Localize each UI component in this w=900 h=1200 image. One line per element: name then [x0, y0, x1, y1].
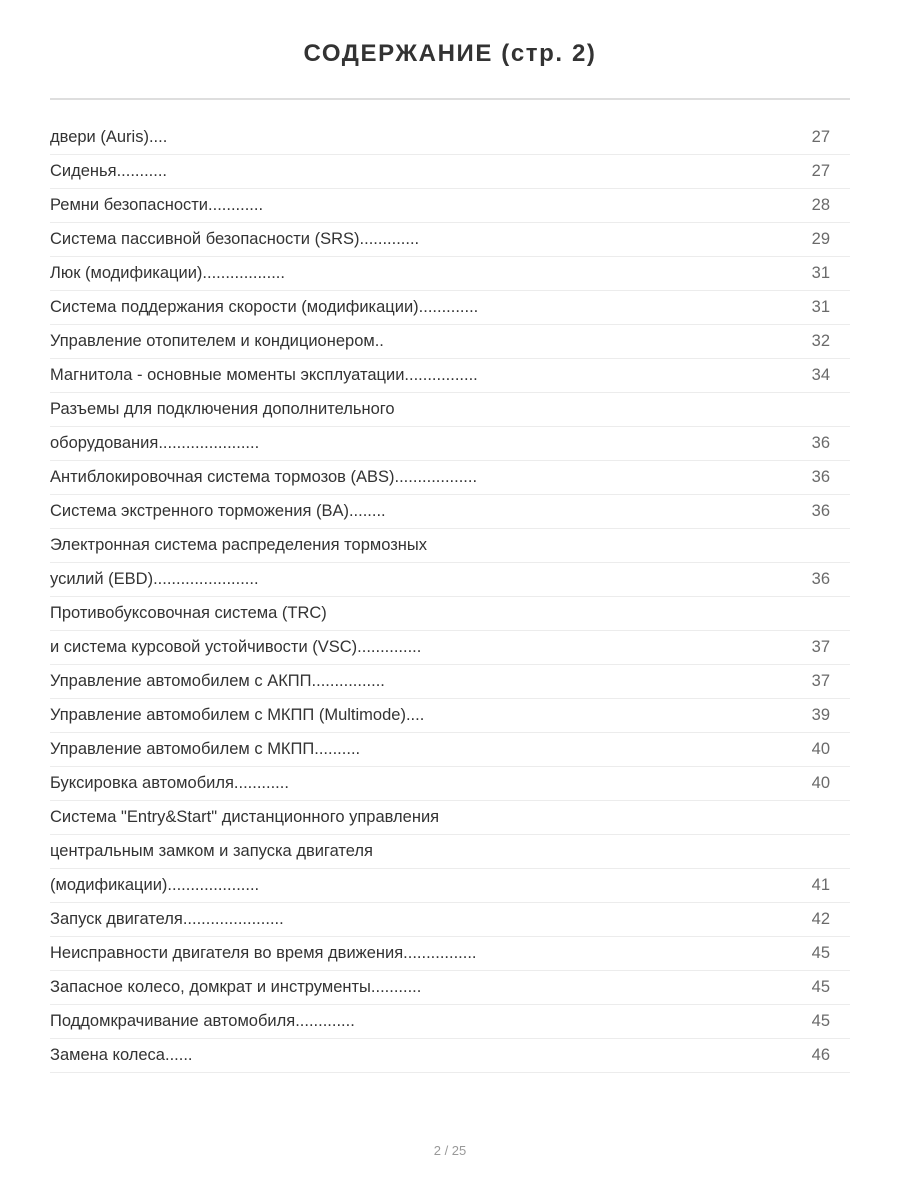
toc-entry-title: Неисправности двигателя во время движения................: [50, 944, 477, 962]
toc-entry[interactable]: [50, 495, 850, 529]
toc-entry-title: Магнитола - основные моменты эксплуатации................: [50, 366, 478, 384]
toc-entry[interactable]: [50, 869, 850, 903]
toc-entry-page-number: 32: [811, 332, 830, 350]
toc-entry-title: Система "Entry&Start" дистанционного управления: [50, 808, 440, 826]
toc-entry[interactable]: [50, 835, 850, 869]
toc-entry-page-number: 45: [811, 1012, 830, 1030]
toc-entry[interactable]: [50, 699, 850, 733]
toc-entry-page-number: 31: [811, 298, 830, 316]
toc-entry-title: Антиблокировочная система тормозов (ABS)..................: [50, 468, 478, 486]
toc-entry-title: Запуск двигателя......................: [50, 910, 284, 928]
toc-entry-page-number: 41: [811, 876, 830, 894]
toc-entry-title: оборудования......................: [50, 434, 260, 452]
toc-entry-title: Система пассивной безопасности (SRS).............: [50, 230, 420, 248]
toc-entry-page-number: 36: [811, 468, 830, 486]
toc-entry-page-number: 36: [811, 434, 830, 452]
toc-entry-title: и система курсовой устойчивости (VSC)..............: [50, 638, 422, 656]
toc-entry[interactable]: [50, 427, 850, 461]
toc-entry[interactable]: [50, 359, 850, 393]
table-of-contents: [50, 121, 850, 1073]
toc-entry[interactable]: [50, 529, 850, 563]
toc-entry-title: Замена колеса......: [50, 1046, 193, 1064]
toc-entry[interactable]: [50, 597, 850, 631]
toc-entry-page-number: 45: [811, 944, 830, 962]
toc-entry-page-number: 34: [811, 366, 830, 384]
toc-entry[interactable]: [50, 461, 850, 495]
toc-entry-title: Управление автомобилем с АКПП................: [50, 672, 385, 690]
toc-entry-title: Управление автомобилем с МКПП..........: [50, 740, 361, 758]
toc-entry-page-number: 27: [811, 128, 830, 146]
toc-entry[interactable]: [50, 1005, 850, 1039]
toc-entry-title: Управление отопителем и кондиционером..: [50, 332, 384, 350]
toc-entry[interactable]: [50, 155, 850, 189]
toc-entry-title: Система экстренного торможения (BA)........: [50, 502, 386, 520]
toc-entry-title: Система поддержания скорости (модификации).............: [50, 298, 479, 316]
toc-entry-page-number: 36: [811, 502, 830, 520]
toc-entry[interactable]: [50, 563, 850, 597]
toc-entry[interactable]: [50, 223, 850, 257]
toc-entry-title: Управление автомобилем с МКПП (Multimode)....: [50, 706, 425, 724]
toc-entry-page-number: 42: [811, 910, 830, 928]
toc-entry[interactable]: [50, 257, 850, 291]
toc-entry[interactable]: [50, 189, 850, 223]
toc-entry[interactable]: [50, 1039, 850, 1073]
toc-entry-title: Электронная система распределения тормозных: [50, 536, 428, 554]
toc-entry-page-number: 40: [811, 774, 830, 792]
toc-entry-title: Разъемы для подключения дополнительного: [50, 400, 395, 418]
page-indicator: 2 / 25: [433, 1143, 467, 1158]
toc-entry-page-number: 37: [811, 638, 830, 656]
toc-entry-page-number: 39: [811, 706, 830, 724]
toc-entry-title: Сиденья...........: [50, 162, 168, 180]
toc-entry[interactable]: [50, 393, 850, 427]
toc-entry-page-number: 28: [811, 196, 830, 214]
toc-entry-page-number: 40: [811, 740, 830, 758]
toc-entry-title: Поддомкрачивание автомобиля.............: [50, 1012, 355, 1030]
toc-entry-page-number: 46: [811, 1046, 830, 1064]
page-title: СОДЕРЖАНИЕ (стр. 2): [303, 40, 597, 67]
toc-entry-title: Люк (модификации)..................: [50, 264, 285, 282]
toc-entry-title: Запасное колесо, домкрат и инструменты...........: [50, 978, 422, 996]
toc-entry[interactable]: [50, 937, 850, 971]
toc-entry-page-number: 45: [811, 978, 830, 996]
toc-entry-page-number: 37: [811, 672, 830, 690]
toc-entry-title: (модификации)....................: [50, 876, 260, 894]
toc-entry[interactable]: [50, 767, 850, 801]
toc-entry-page-number: 29: [811, 230, 830, 248]
toc-entry[interactable]: [50, 903, 850, 937]
toc-entry[interactable]: [50, 291, 850, 325]
toc-entry-title: двери (Auris)....: [50, 128, 168, 146]
toc-entry-page-number: 36: [811, 570, 830, 588]
toc-entry[interactable]: [50, 733, 850, 767]
toc-entry-title: Буксировка автомобиля............: [50, 774, 289, 792]
toc-entry[interactable]: [50, 121, 850, 155]
toc-entry[interactable]: [50, 971, 850, 1005]
toc-entry-page-number: 31: [811, 264, 830, 282]
title-divider: [50, 98, 850, 100]
toc-entry-page-number: 27: [811, 162, 830, 180]
toc-entry[interactable]: [50, 325, 850, 359]
toc-entry-title: усилий (EBD).......................: [50, 570, 259, 588]
toc-entry-title: Ремни безопасности............: [50, 196, 264, 214]
toc-entry[interactable]: [50, 801, 850, 835]
toc-entry[interactable]: [50, 631, 850, 665]
toc-entry-title: центральным замком и запуска двигателя: [50, 842, 373, 860]
toc-entry-title: Противобуксовочная система (TRC): [50, 604, 327, 622]
toc-entry[interactable]: [50, 665, 850, 699]
